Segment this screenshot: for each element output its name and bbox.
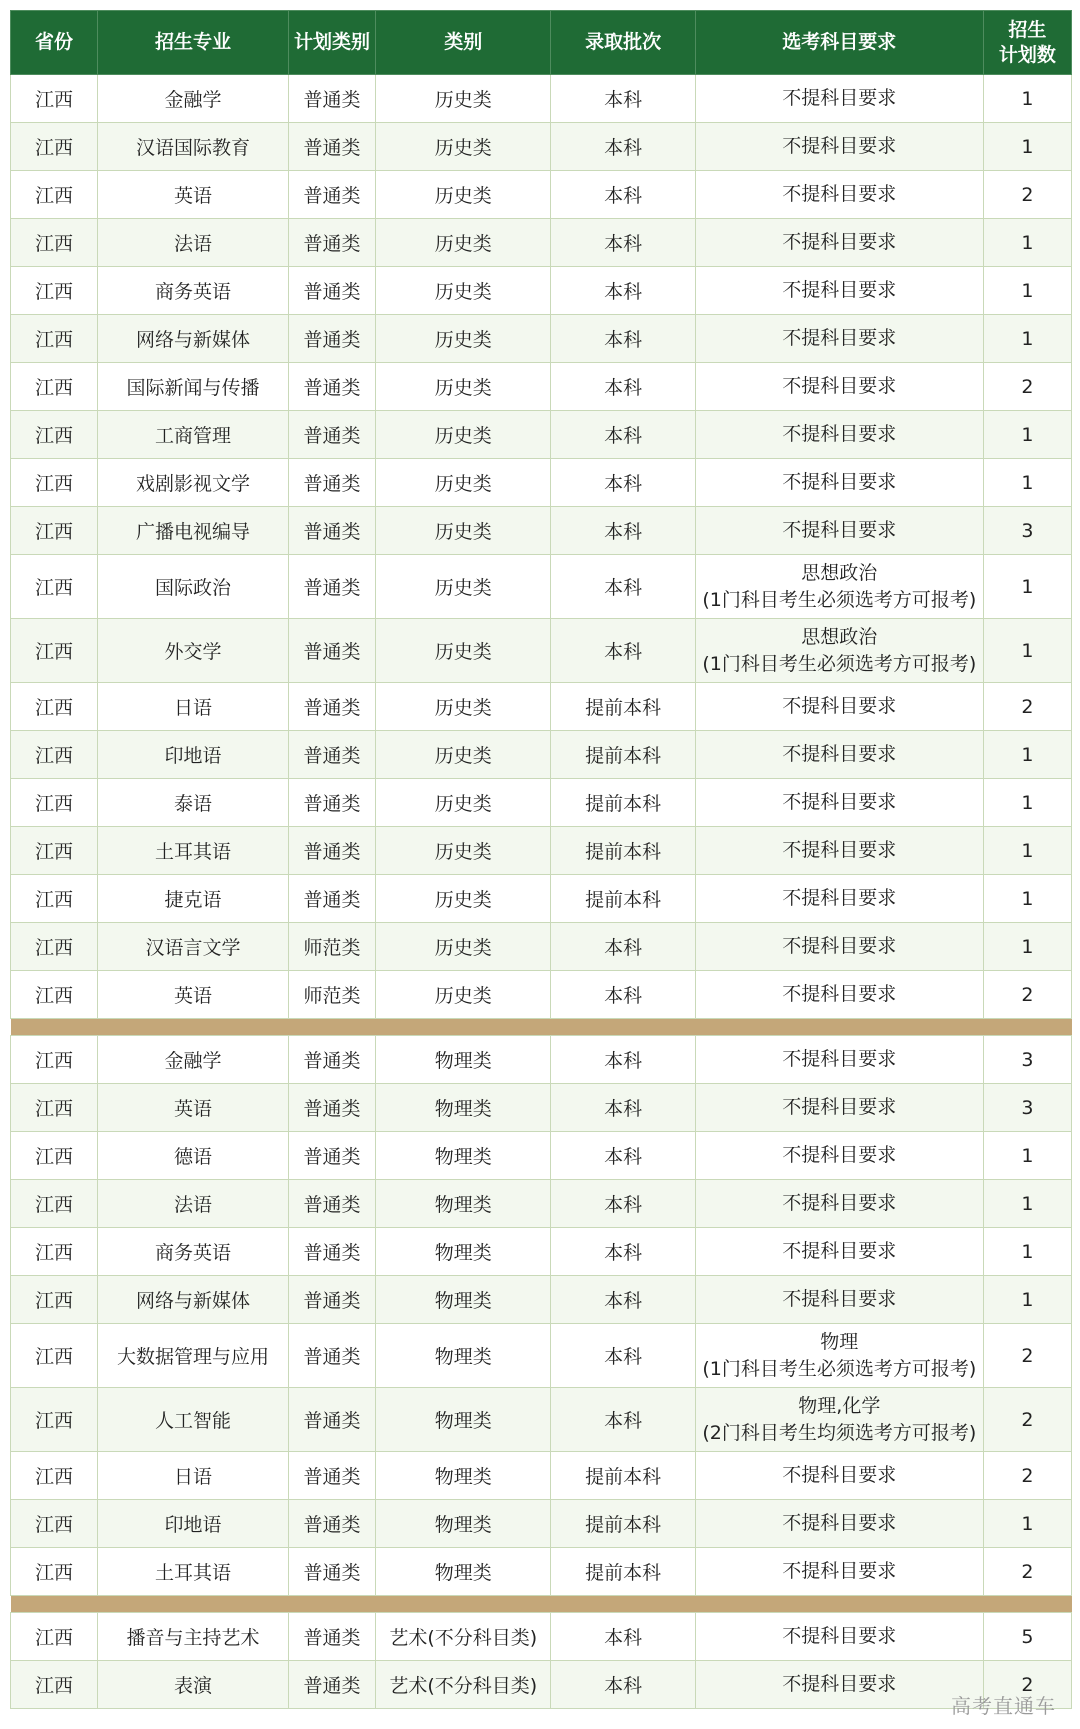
- cell-plan-type: 普通类: [288, 267, 375, 315]
- cell-plan-type: 普通类: [288, 1661, 375, 1709]
- cell-major: 广播电视编导: [98, 507, 289, 555]
- cell-category: 物理类: [376, 1036, 551, 1084]
- cell-province: 江西: [11, 619, 98, 683]
- cell-province: 江西: [11, 971, 98, 1019]
- cell-admission-batch: 提前本科: [551, 827, 695, 875]
- cell-admission-batch: 本科: [551, 1180, 695, 1228]
- cell-category: 历史类: [376, 363, 551, 411]
- cell-plan-count: 2: [983, 363, 1071, 411]
- table-row: [11, 1548, 1072, 1596]
- cell-major: 英语: [98, 1084, 289, 1132]
- cell-plan-count: 2: [983, 1661, 1071, 1709]
- header-label: 招生专业: [155, 31, 232, 54]
- table-row: [11, 1500, 1072, 1548]
- table-row: [11, 683, 1072, 731]
- cell-province: 江西: [11, 555, 98, 619]
- cell-province: 江西: [11, 363, 98, 411]
- cell-plan-type: 普通类: [288, 363, 375, 411]
- header-plan-count: [983, 11, 1071, 75]
- cell-subject-requirement: 不提科目要求: [695, 1661, 983, 1709]
- cell-plan-type: 普通类: [288, 411, 375, 459]
- table-row: [11, 619, 1072, 683]
- cell-province: 江西: [11, 827, 98, 875]
- cell-plan-count: 1: [983, 731, 1071, 779]
- cell-subject-requirement: 不提科目要求: [695, 75, 983, 123]
- cell-plan-type: 普通类: [288, 1084, 375, 1132]
- cell-admission-batch: 本科: [551, 971, 695, 1019]
- cell-plan-type: 普通类: [288, 619, 375, 683]
- cell-category: 历史类: [376, 923, 551, 971]
- cell-subject-requirement: 不提科目要求: [695, 779, 983, 827]
- cell-subject-requirement: 不提科目要求: [695, 1036, 983, 1084]
- header-plan-type: [288, 11, 375, 75]
- cell-plan-type: 普通类: [288, 1324, 375, 1388]
- cell-subject-requirement: 不提科目要求: [695, 267, 983, 315]
- cell-plan-count: 1: [983, 1132, 1071, 1180]
- cell-category: 历史类: [376, 411, 551, 459]
- header-category: [376, 11, 551, 75]
- table-row: [11, 1324, 1072, 1388]
- cell-plan-count: 1: [983, 555, 1071, 619]
- cell-admission-batch: 本科: [551, 1661, 695, 1709]
- cell-subject-requirement: 不提科目要求: [695, 315, 983, 363]
- cell-subject-requirement: 不提科目要求: [695, 1548, 983, 1596]
- cell-plan-type: 普通类: [288, 1500, 375, 1548]
- cell-subject-requirement: 不提科目要求: [695, 363, 983, 411]
- cell-plan-count: 2: [983, 1452, 1071, 1500]
- cell-plan-count: 1: [983, 75, 1071, 123]
- cell-province: 江西: [11, 923, 98, 971]
- table-row: [11, 75, 1072, 123]
- cell-category: 物理类: [376, 1084, 551, 1132]
- cell-admission-batch: 本科: [551, 75, 695, 123]
- table-row: [11, 411, 1072, 459]
- cell-subject-requirement: 不提科目要求: [695, 923, 983, 971]
- cell-admission-batch: 本科: [551, 459, 695, 507]
- cell-province: 江西: [11, 411, 98, 459]
- cell-admission-batch: 本科: [551, 1036, 695, 1084]
- cell-province: 江西: [11, 1180, 98, 1228]
- cell-plan-count: 2: [983, 1324, 1071, 1388]
- cell-plan-count: 3: [983, 1084, 1071, 1132]
- cell-admission-batch: 本科: [551, 619, 695, 683]
- cell-plan-type: 普通类: [288, 1036, 375, 1084]
- cell-province: 江西: [11, 779, 98, 827]
- table-row: [11, 315, 1072, 363]
- cell-plan-count: 1: [983, 1228, 1071, 1276]
- table-row: [11, 1388, 1072, 1452]
- cell-province: 江西: [11, 1613, 98, 1661]
- cell-plan-type: 普通类: [288, 315, 375, 363]
- cell-province: 江西: [11, 1500, 98, 1548]
- cell-plan-count: 3: [983, 507, 1071, 555]
- cell-admission-batch: 本科: [551, 1084, 695, 1132]
- cell-subject-requirement: 不提科目要求: [695, 683, 983, 731]
- table-body: [11, 75, 1072, 1709]
- table-row: [11, 219, 1072, 267]
- table-row: [11, 459, 1072, 507]
- cell-admission-batch: 本科: [551, 1388, 695, 1452]
- cell-subject-requirement: 不提科目要求: [695, 1613, 983, 1661]
- cell-subject-requirement: 不提科目要求: [695, 171, 983, 219]
- cell-province: 江西: [11, 219, 98, 267]
- cell-category: 历史类: [376, 123, 551, 171]
- cell-plan-type: 普通类: [288, 507, 375, 555]
- cell-admission-batch: 提前本科: [551, 1452, 695, 1500]
- cell-admission-batch: 本科: [551, 363, 695, 411]
- cell-category: 历史类: [376, 683, 551, 731]
- cell-subject-requirement: 不提科目要求: [695, 1500, 983, 1548]
- cell-subject-requirement: 不提科目要求: [695, 1452, 983, 1500]
- cell-plan-count: 5: [983, 1613, 1071, 1661]
- cell-category: 历史类: [376, 507, 551, 555]
- table-row: [11, 1036, 1072, 1084]
- table-header-row: [11, 11, 1072, 75]
- cell-admission-batch: 本科: [551, 1228, 695, 1276]
- cell-plan-count: 1: [983, 315, 1071, 363]
- cell-province: 江西: [11, 1388, 98, 1452]
- table-row: [11, 1452, 1072, 1500]
- cell-plan-count: 1: [983, 875, 1071, 923]
- cell-major: 商务英语: [98, 1228, 289, 1276]
- cell-plan-count: 1: [983, 827, 1071, 875]
- header-label: 省份: [35, 31, 74, 54]
- header-label: 招生 计划数: [998, 18, 1056, 66]
- cell-admission-batch: 提前本科: [551, 1500, 695, 1548]
- cell-subject-requirement: 思想政治 (1门科目考生必须选考方可报考): [695, 555, 983, 619]
- cell-major: 国际政治: [98, 555, 289, 619]
- cell-major: 捷克语: [98, 875, 289, 923]
- cell-major: 国际新闻与传播: [98, 363, 289, 411]
- watermark-text: 高考直通车: [951, 1694, 1056, 1718]
- table-row: [11, 507, 1072, 555]
- cell-major: 人工智能: [98, 1388, 289, 1452]
- cell-major: 法语: [98, 219, 289, 267]
- cell-major: 网络与新媒体: [98, 315, 289, 363]
- cell-category: 物理类: [376, 1548, 551, 1596]
- cell-major: 网络与新媒体: [98, 1276, 289, 1324]
- cell-province: 江西: [11, 123, 98, 171]
- cell-province: 江西: [11, 459, 98, 507]
- header-major: [98, 11, 289, 75]
- cell-major: 外交学: [98, 619, 289, 683]
- table-row: [11, 1132, 1072, 1180]
- cell-subject-requirement: 不提科目要求: [695, 1180, 983, 1228]
- cell-major: 工商管理: [98, 411, 289, 459]
- header-admission-batch: [551, 11, 695, 75]
- cell-subject-requirement: 物理,化学 (2门科目考生均须选考方可报考): [695, 1388, 983, 1452]
- cell-major: 金融学: [98, 1036, 289, 1084]
- cell-admission-batch: 本科: [551, 507, 695, 555]
- cell-province: 江西: [11, 1276, 98, 1324]
- cell-plan-count: 1: [983, 1180, 1071, 1228]
- cell-category: 历史类: [376, 459, 551, 507]
- cell-category: 历史类: [376, 875, 551, 923]
- cell-plan-type: 普通类: [288, 1180, 375, 1228]
- cell-major: 表演: [98, 1661, 289, 1709]
- group-separator: [11, 1596, 1072, 1613]
- cell-province: 江西: [11, 1452, 98, 1500]
- cell-admission-batch: 提前本科: [551, 1548, 695, 1596]
- cell-major: 土耳其语: [98, 1548, 289, 1596]
- cell-admission-batch: 本科: [551, 1276, 695, 1324]
- header-subject-requirement: [695, 11, 983, 75]
- cell-subject-requirement: 物理 (1门科目考生必须选考方可报考): [695, 1324, 983, 1388]
- cell-plan-count: 1: [983, 219, 1071, 267]
- cell-province: 江西: [11, 875, 98, 923]
- cell-subject-requirement: 不提科目要求: [695, 1132, 983, 1180]
- cell-subject-requirement: 不提科目要求: [695, 123, 983, 171]
- cell-admission-batch: 提前本科: [551, 875, 695, 923]
- cell-plan-type: 普通类: [288, 731, 375, 779]
- header-label: 选考科目要求: [782, 31, 897, 54]
- cell-admission-batch: 本科: [551, 411, 695, 459]
- cell-plan-type: 普通类: [288, 827, 375, 875]
- cell-plan-count: 2: [983, 1388, 1071, 1452]
- cell-subject-requirement: 不提科目要求: [695, 507, 983, 555]
- cell-category: 物理类: [376, 1276, 551, 1324]
- cell-plan-type: 普通类: [288, 555, 375, 619]
- table-row: [11, 555, 1072, 619]
- cell-subject-requirement: 不提科目要求: [695, 1084, 983, 1132]
- cell-plan-type: 普通类: [288, 1228, 375, 1276]
- cell-plan-type: 普通类: [288, 219, 375, 267]
- cell-admission-batch: 本科: [551, 267, 695, 315]
- cell-category: 历史类: [376, 219, 551, 267]
- cell-category: 物理类: [376, 1132, 551, 1180]
- cell-major: 汉语言文学: [98, 923, 289, 971]
- cell-plan-type: 普通类: [288, 1613, 375, 1661]
- cell-plan-count: 1: [983, 267, 1071, 315]
- cell-plan-count: 1: [983, 123, 1071, 171]
- table-row: [11, 123, 1072, 171]
- table-row: [11, 827, 1072, 875]
- cell-category: 历史类: [376, 619, 551, 683]
- cell-major: 德语: [98, 1132, 289, 1180]
- cell-major: 商务英语: [98, 267, 289, 315]
- table-row: [11, 731, 1072, 779]
- cell-category: 历史类: [376, 267, 551, 315]
- admission-plan-table-container: [10, 10, 1072, 1709]
- cell-subject-requirement: 不提科目要求: [695, 459, 983, 507]
- cell-category: 历史类: [376, 731, 551, 779]
- cell-province: 江西: [11, 1324, 98, 1388]
- cell-plan-type: 普通类: [288, 459, 375, 507]
- cell-category: 历史类: [376, 75, 551, 123]
- cell-category: 物理类: [376, 1452, 551, 1500]
- cell-plan-count: 2: [983, 683, 1071, 731]
- cell-category: 历史类: [376, 779, 551, 827]
- admission-plan-table: [10, 10, 1072, 1709]
- cell-plan-type: 师范类: [288, 923, 375, 971]
- cell-major: 日语: [98, 1452, 289, 1500]
- cell-admission-batch: 本科: [551, 1613, 695, 1661]
- cell-plan-count: 3: [983, 1036, 1071, 1084]
- cell-category: 历史类: [376, 555, 551, 619]
- cell-province: 江西: [11, 507, 98, 555]
- cell-province: 江西: [11, 1036, 98, 1084]
- cell-subject-requirement: 思想政治 (1门科目考生必须选考方可报考): [695, 619, 983, 683]
- cell-plan-type: 普通类: [288, 1276, 375, 1324]
- cell-major: 法语: [98, 1180, 289, 1228]
- cell-major: 印地语: [98, 731, 289, 779]
- cell-province: 江西: [11, 1084, 98, 1132]
- table-row: [11, 779, 1072, 827]
- cell-subject-requirement: 不提科目要求: [695, 971, 983, 1019]
- cell-admission-batch: 本科: [551, 219, 695, 267]
- cell-province: 江西: [11, 1661, 98, 1709]
- table-row: [11, 971, 1072, 1019]
- cell-plan-count: 1: [983, 411, 1071, 459]
- cell-admission-batch: 本科: [551, 315, 695, 363]
- table-row: [11, 267, 1072, 315]
- cell-plan-type: 普通类: [288, 1452, 375, 1500]
- cell-plan-count: 2: [983, 971, 1071, 1019]
- cell-admission-batch: 本科: [551, 1132, 695, 1180]
- cell-major: 金融学: [98, 75, 289, 123]
- cell-plan-type: 普通类: [288, 875, 375, 923]
- cell-admission-batch: 本科: [551, 1324, 695, 1388]
- table-row: [11, 171, 1072, 219]
- cell-major: 大数据管理与应用: [98, 1324, 289, 1388]
- group-separator-bar: [11, 1019, 1072, 1036]
- cell-category: 物理类: [376, 1228, 551, 1276]
- table-row: [11, 1613, 1072, 1661]
- header-label: 计划类别: [293, 31, 370, 54]
- cell-province: 江西: [11, 75, 98, 123]
- cell-plan-type: 普通类: [288, 1132, 375, 1180]
- cell-plan-type: 普通类: [288, 683, 375, 731]
- cell-major: 英语: [98, 971, 289, 1019]
- cell-plan-type: 普通类: [288, 171, 375, 219]
- cell-plan-type: 普通类: [288, 1548, 375, 1596]
- cell-province: 江西: [11, 731, 98, 779]
- cell-plan-type: 普通类: [288, 1388, 375, 1452]
- cell-plan-count: 1: [983, 619, 1071, 683]
- cell-plan-type: 师范类: [288, 971, 375, 1019]
- cell-major: 日语: [98, 683, 289, 731]
- cell-category: 艺术(不分科目类): [376, 1613, 551, 1661]
- cell-admission-batch: 本科: [551, 171, 695, 219]
- cell-plan-type: 普通类: [288, 779, 375, 827]
- cell-province: 江西: [11, 683, 98, 731]
- table-row: [11, 1084, 1072, 1132]
- group-separator: [11, 1019, 1072, 1036]
- table-row: [11, 363, 1072, 411]
- cell-plan-count: 1: [983, 1276, 1071, 1324]
- cell-province: 江西: [11, 1132, 98, 1180]
- table-row: [11, 1661, 1072, 1709]
- cell-province: 江西: [11, 1228, 98, 1276]
- table-row: [11, 875, 1072, 923]
- cell-major: 戏剧影视文学: [98, 459, 289, 507]
- cell-plan-count: 1: [983, 1500, 1071, 1548]
- cell-major: 播音与主持艺术: [98, 1613, 289, 1661]
- cell-admission-batch: 本科: [551, 123, 695, 171]
- cell-subject-requirement: 不提科目要求: [695, 875, 983, 923]
- cell-major: 英语: [98, 171, 289, 219]
- cell-province: 江西: [11, 1548, 98, 1596]
- header-label: 类别: [444, 31, 483, 54]
- cell-plan-count: 2: [983, 171, 1071, 219]
- cell-major: 泰语: [98, 779, 289, 827]
- cell-category: 艺术(不分科目类): [376, 1661, 551, 1709]
- header-province: [11, 11, 98, 75]
- cell-major: 汉语国际教育: [98, 123, 289, 171]
- cell-category: 历史类: [376, 827, 551, 875]
- table-row: [11, 923, 1072, 971]
- cell-subject-requirement: 不提科目要求: [695, 1276, 983, 1324]
- cell-subject-requirement: 不提科目要求: [695, 219, 983, 267]
- cell-plan-count: 2: [983, 1548, 1071, 1596]
- cell-category: 历史类: [376, 315, 551, 363]
- cell-subject-requirement: 不提科目要求: [695, 731, 983, 779]
- cell-category: 物理类: [376, 1500, 551, 1548]
- cell-category: 历史类: [376, 171, 551, 219]
- cell-province: 江西: [11, 171, 98, 219]
- cell-category: 物理类: [376, 1324, 551, 1388]
- cell-admission-batch: 本科: [551, 555, 695, 619]
- cell-category: 历史类: [376, 971, 551, 1019]
- header-label: 录取批次: [585, 31, 662, 54]
- table-row: [11, 1276, 1072, 1324]
- table-row: [11, 1228, 1072, 1276]
- group-separator-bar: [11, 1596, 1072, 1613]
- cell-subject-requirement: 不提科目要求: [695, 1228, 983, 1276]
- cell-plan-count: 1: [983, 779, 1071, 827]
- cell-category: 物理类: [376, 1180, 551, 1228]
- cell-admission-batch: 提前本科: [551, 683, 695, 731]
- cell-plan-count: 1: [983, 923, 1071, 971]
- cell-admission-batch: 提前本科: [551, 731, 695, 779]
- cell-plan-type: 普通类: [288, 75, 375, 123]
- cell-category: 物理类: [376, 1388, 551, 1452]
- cell-plan-type: 普通类: [288, 123, 375, 171]
- cell-admission-batch: 提前本科: [551, 779, 695, 827]
- cell-major: 土耳其语: [98, 827, 289, 875]
- cell-major: 印地语: [98, 1500, 289, 1548]
- cell-plan-count: 1: [983, 459, 1071, 507]
- cell-admission-batch: 本科: [551, 923, 695, 971]
- cell-subject-requirement: 不提科目要求: [695, 827, 983, 875]
- cell-province: 江西: [11, 267, 98, 315]
- cell-province: 江西: [11, 315, 98, 363]
- cell-subject-requirement: 不提科目要求: [695, 411, 983, 459]
- table-row: [11, 1180, 1072, 1228]
